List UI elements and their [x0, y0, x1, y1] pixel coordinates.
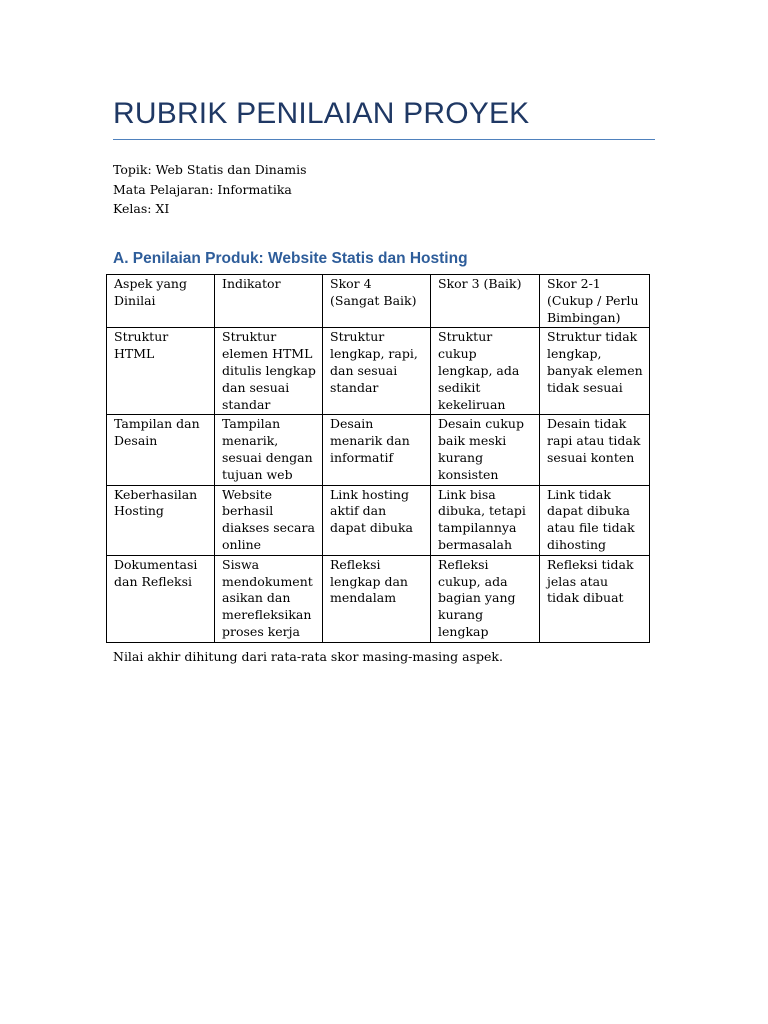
- table-header-row: [107, 275, 650, 328]
- table-cell: Struktur lengkap, rapi, dan sesuai standar: [323, 328, 431, 415]
- meta-grade: Kelas: XI: [113, 201, 170, 216]
- page-title: RUBRIK PENILAIAN PROYEK: [113, 97, 530, 130]
- table-cell: Refleksi lengkap dan mendalam: [323, 555, 431, 642]
- title-underline: [113, 139, 655, 140]
- table-cell: Link tidak dapat dibuka atau file tidak dihosting: [540, 485, 650, 555]
- table-cell: Tampilan menarik, sesuai dengan tujuan web: [215, 415, 323, 485]
- table-cell: Dokumentasi dan Refleksi: [107, 555, 215, 642]
- table-cell: Desain cukup baik meski kurang konsisten: [431, 415, 540, 485]
- table-cell: Refleksi cukup, ada bagian yang kurang lengkap: [431, 555, 540, 642]
- table-cell: Struktur HTML: [107, 328, 215, 415]
- header-cell: Skor 3 (Baik): [431, 275, 540, 328]
- table-cell: Struktur tidak lengkap, banyak elemen tidak sesuai: [540, 328, 650, 415]
- table-row: [107, 485, 650, 555]
- footnote: Nilai akhir dihitung dari rata-rata skor masing-masing aspek.: [113, 649, 503, 664]
- document-meta: [113, 160, 307, 219]
- table-cell: Link bisa dibuka, tetapi tampilannya bermasalah: [431, 485, 540, 555]
- header-cell: Skor 4 (Sangat Baik): [323, 275, 431, 328]
- table-row: [107, 415, 650, 485]
- meta-subject: Mata Pelajaran: Informatika: [113, 181, 292, 197]
- header-cell: Skor 2-1 (Cukup / Perlu Bimbingan): [540, 275, 650, 328]
- table-cell: Refleksi tidak jelas atau tidak dibuat: [540, 555, 650, 642]
- table-row: [107, 555, 650, 642]
- table-cell: Struktur cukup lengkap, ada sedikit kekeliruan: [431, 328, 540, 415]
- header-cell: Aspek yang Dinilai: [107, 275, 215, 328]
- section-heading: A. Penilaian Produk: Website Statis dan Hosting: [113, 250, 468, 267]
- table-cell: Siswa mendokumentasikan dan merefleksikan proses kerja: [215, 555, 323, 642]
- table-cell: Struktur elemen HTML ditulis lengkap dan sesuai standar: [215, 328, 323, 415]
- rubric-table: [106, 274, 650, 643]
- table-cell: Tampilan dan Desain: [107, 415, 215, 485]
- meta-topic: Topik: Web Statis dan Dinamis: [113, 162, 307, 177]
- header-cell: Indikator: [215, 275, 323, 328]
- table-cell: Keberhasilan Hosting: [107, 485, 215, 555]
- table-cell: Link hosting aktif dan dapat dibuka: [323, 485, 431, 555]
- table-cell: Desain menarik dan informatif: [323, 415, 431, 485]
- table-cell: Desain tidak rapi atau tidak sesuai konten: [540, 415, 650, 485]
- table-cell: Website berhasil diakses secara online: [215, 485, 323, 555]
- table-row: [107, 328, 650, 415]
